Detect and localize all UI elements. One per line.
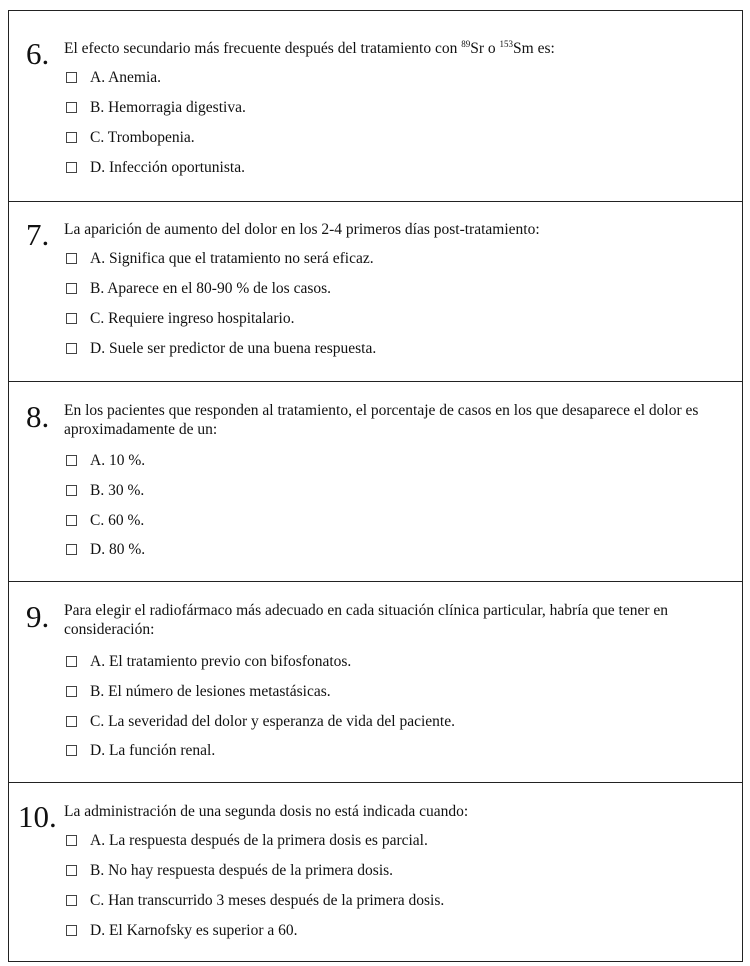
option-label: D. Infección oportunista. xyxy=(90,159,245,176)
checkbox[interactable] xyxy=(66,343,77,354)
question-8 xyxy=(9,381,742,581)
option-label: A. Anemia. xyxy=(90,69,162,86)
checkbox[interactable] xyxy=(66,132,77,143)
question-stem: La aparición de aumento del dolor en los 2-4 primeros días post-tratamiento: xyxy=(64,221,540,238)
option-label: A. La respuesta después de la primera dosis es parcial. xyxy=(90,832,428,849)
option-label: B. El número de lesiones metastásicas. xyxy=(90,683,331,700)
option-b[interactable] xyxy=(66,482,144,500)
checkbox[interactable] xyxy=(66,102,77,113)
checkbox[interactable] xyxy=(66,253,77,264)
checkbox[interactable] xyxy=(66,925,77,936)
option-label: D. La función renal. xyxy=(90,742,216,759)
option-label: C. Han transcurrido 3 meses después de la primera dosis. xyxy=(90,892,445,909)
option-a[interactable] xyxy=(66,653,351,671)
checkbox[interactable] xyxy=(66,835,77,846)
question-stem: En los pacientes que responden al tratamiento, el porcentaje de casos en los que desaparece el dolor es aproximadamente de un: xyxy=(64,402,699,438)
option-label: B. Hemorragia digestiva. xyxy=(90,99,246,116)
checkbox[interactable] xyxy=(66,313,77,324)
question-stem: Para elegir el radiofármaco más adecuado en cada situación clínica particular, habría que tener en consideración: xyxy=(64,602,669,638)
question-6 xyxy=(9,11,742,201)
checkbox[interactable] xyxy=(66,656,77,667)
option-b[interactable] xyxy=(66,862,393,880)
checkbox[interactable] xyxy=(66,162,77,173)
option-label: B. No hay respuesta después de la primera dosis. xyxy=(90,862,394,879)
option-label: A. Significa que el tratamiento no será eficaz. xyxy=(90,250,374,267)
option-c[interactable] xyxy=(66,512,144,530)
option-d[interactable] xyxy=(66,922,297,940)
option-label: C. La severidad del dolor y esperanza de vida del paciente. xyxy=(90,713,455,730)
question-stem: El efecto secundario más frecuente después del tratamiento con $^{89}$Sr o $^{153}$Sm es: xyxy=(64,39,555,57)
checkbox[interactable] xyxy=(66,686,77,697)
option-d[interactable] xyxy=(66,340,376,358)
option-label: B. Aparece en el 80-90 % de los casos. xyxy=(90,280,332,297)
option-a[interactable] xyxy=(66,452,145,470)
checkbox[interactable] xyxy=(66,745,77,756)
option-a[interactable] xyxy=(66,250,374,268)
question-number: 10. xyxy=(18,799,57,834)
question-number: 9. xyxy=(26,599,50,634)
option-c[interactable] xyxy=(66,310,294,328)
option-label: B. 30 %. xyxy=(90,482,145,499)
checkbox[interactable] xyxy=(66,865,77,876)
question-9 xyxy=(9,581,742,782)
checkbox[interactable] xyxy=(66,895,77,906)
option-a[interactable] xyxy=(66,832,428,850)
option-label: D. 80 %. xyxy=(90,541,146,558)
option-c[interactable] xyxy=(66,713,455,731)
checkbox[interactable] xyxy=(66,283,77,294)
option-d[interactable] xyxy=(66,742,215,760)
option-label: C. Requiere ingreso hospitalario. xyxy=(90,310,295,327)
option-d[interactable] xyxy=(66,159,245,177)
option-a[interactable] xyxy=(66,69,161,87)
checkbox[interactable] xyxy=(66,544,77,555)
checkbox[interactable] xyxy=(66,72,77,83)
checkbox[interactable] xyxy=(66,716,77,727)
option-label: D. Suele ser predictor de una buena respuesta. xyxy=(90,340,377,357)
option-label: C. Trombopenia. xyxy=(90,129,195,146)
checkbox[interactable] xyxy=(66,515,77,526)
option-label: A. El tratamiento previo con bifosfonatos. xyxy=(90,653,352,670)
option-c[interactable] xyxy=(66,129,195,147)
checkbox[interactable] xyxy=(66,485,77,496)
checkbox[interactable] xyxy=(66,455,77,466)
question-number: 8. xyxy=(26,399,50,434)
question-number: 6. xyxy=(26,36,50,71)
question-7 xyxy=(9,201,742,381)
option-b[interactable] xyxy=(66,99,246,117)
option-label: C. 60 %. xyxy=(90,512,145,529)
question-10 xyxy=(9,782,742,962)
question-stem: La administración de una segunda dosis no está indicada cuando: xyxy=(64,803,469,820)
question-sheet xyxy=(8,10,743,962)
option-d[interactable] xyxy=(66,541,145,559)
question-number: 7. xyxy=(26,217,50,252)
option-label: A. 10 %. xyxy=(90,452,146,469)
option-label: D. El Karnofsky es superior a 60. xyxy=(90,922,298,939)
option-b[interactable] xyxy=(66,683,331,701)
option-c[interactable] xyxy=(66,892,444,910)
option-b[interactable] xyxy=(66,280,331,298)
